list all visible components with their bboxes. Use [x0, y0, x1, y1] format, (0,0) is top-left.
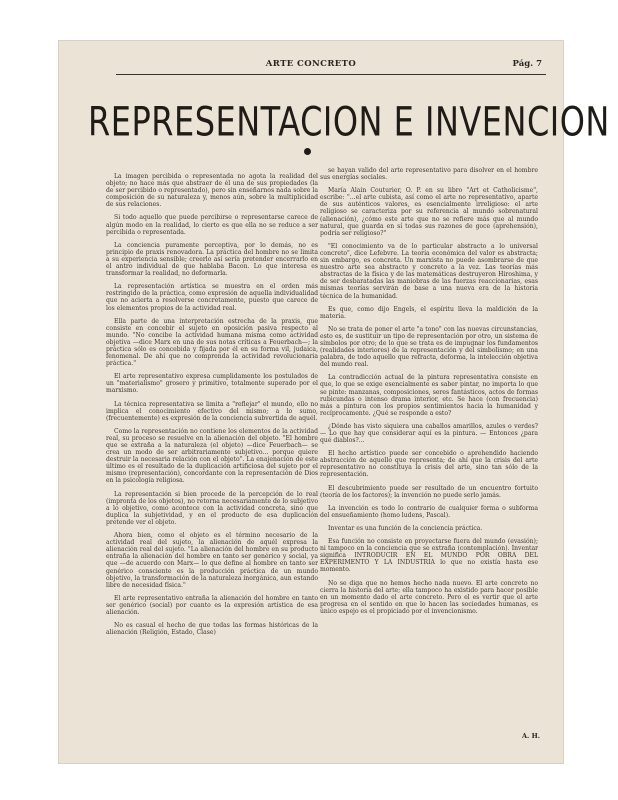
paragraph: No se diga que no hemos hecho nada nuevo. El arte concreto no cierra la historia del arte; ella tampoco ha existido para hacer posible en un momento dado el arte concreto. Pero el es vertir que el arte progresa en el sentido en que lo hacen las sociedades humanas, es único espejo es el propiciado por el invencionismo.	[320, 579, 538, 615]
left-column	[106, 173, 318, 642]
paragraph: La invención es todo lo contrario de cualquier forma o subforma del ensueñamiento (homo ludens, Pascal).	[320, 504, 538, 519]
magazine-page	[58, 40, 610, 764]
paragraph: María Alain Couturier, O. P. en su libro "Art et Catholicisme", escribe: "...el arte cubista, así como el arte no representativo, aparte de sus auténticos valores, es esencialmente irreligioso: el arte religioso se caracteriza por su referencia al mundo sobrenatural (alienación), ¿cómo este arte que no se refiere más que al mundo natural, que guarda en sí todas sus razones de goce (aprehensión), podría ser religioso?"	[320, 187, 538, 237]
paragraph: El hecho artístico puede ser concebido o aprehendido haciendo abstracción de aquello que representa; de ahí que la crisis del arte representativo no constituya la crisis del arte, sino tan sólo de la representación.	[320, 450, 538, 479]
title-ornament-dot	[304, 148, 311, 155]
running-header-title: ARTE CONCRETO	[265, 59, 357, 69]
paragraph: ¿Dónde has visto siquiera una caballos amarillos, azules o verdes? — Lo que hay que considerar aquí es la pintura. — Entonces ¿para qué diablos?...	[320, 422, 538, 445]
paragraph: "El conocimiento va de lo particular abstracto a lo universal concreto", dice Lefebvre. La teoría económica del valor es abstracta; sin embargo, es concreta. Un marxista no puede asombrarse de que nuestro arte sea abstracto y concreto a la vez. Las teorías más abstractas de la física y de las matemáticas destruyeron Hiroshima, y de ser desbaratadas las maniobras de las fuerzas reaccionarias, esas mismas teorías servirán de base a una nueva era de la historia técnica de la humanidad.	[320, 242, 538, 300]
paragraph: La técnica representativa se limita a "reflejar" el mundo, ello no implica el conocimiento efectivo del mismo; a lo sumo, (frecuentemente) es expresión de la conciencia subvertida de aquél.	[106, 400, 318, 422]
paragraph: Ella parte de una interpretación estrecha de la praxis, que consiste en concebir el sujeto en oposición pasiva respecto al mundo. "No concibe la actividad humana misma como actividad objetiva —dice Marx en una de sus notas críticas a Feuerbach—; la práctica sólo es concebida y fijada por él en su forma vil, judaica, fenomenal. De ahí que no comprenda la actividad revolucionaria práctica."	[106, 317, 318, 368]
right-column	[320, 167, 538, 621]
paragraph: El arte representativo expresa cumplidamente los postulados de un "materialismo" grosero y primitivo, totalmente superado por el marxismo.	[106, 373, 318, 395]
paragraph: La contradicción actual de la pintura representativa consiste en que, lo que se exige esencialmente es saber pintar, no importa lo que se pinte: manzanas, composiciones, seres fantásticos, actos de formas rubicundas o intenso drama interior, etc. Se hace (con frecuencia) más a pintura con los propios sentimientos hacia la humanidad y recíprocamente. ¿Qué se responde a esto?	[320, 374, 538, 417]
paragraph: Es que, como dijo Engels, el espíritu lleva la maldición de la materia.	[320, 305, 538, 320]
header-rule	[116, 74, 546, 75]
author-signature: A. H.	[522, 732, 540, 740]
paragraph: Como la representación no contiene los elementos de la actividad real, su proceso se resuelve en la alienación del objeto. "El hombre que se extraña a la naturaleza (el objeto) —dice Feuerbach— se crea un modo de ser arbitrariamente subjetivo... porque quiere destruir la necesaria relación con el objeto". La enajenación de este último es el resultado de la duplicación artificiosa del sujeto por el mismo (representación), concordante con la representación de Dios en la psicología religiosa.	[106, 427, 318, 485]
paragraph: se hayan valido del arte representativo para disolver en el hombre sus energías sociales.	[320, 167, 538, 182]
paragraph: La representación si bien procede de la percepción de lo real (impronta de los objetos), no retorna necesariamente de lo subjetivo a lo objetivo, como acontece con la actividad concreta, sino que duplica la subjetividad, y en el producto de esa duplicación pretende ver el objeto.	[106, 490, 318, 526]
paragraph: No se trata de poner el arte "a tono" con las nuevas circunstancias, esto es, de sustituir un tipo de representación por otro, un sistema de símbolos por otro; de lo que se trata es de impugnar los fundamentos (realidades interiores) de la representación y del simbolismo; en una palabra, de todo aquello que refracta, deforma, la intelección objetiva del mundo real.	[320, 325, 538, 369]
page-number: Pág. 7	[512, 59, 542, 69]
paragraph: No es casual el hecho de que todas las formas históricas de la alienación (Religión, Estado, Clase)	[106, 622, 318, 637]
paragraph: Si todo aquello que puede percibirse o representarse carece de algún modo en la realidad, lo cierto es que ella no se reduce a ser percibida o representada.	[106, 214, 318, 236]
paragraph: La representación artística se muestra en el orden más restringido de la práctica, como expresión de aquella individualidad que no acierta a resolverse concretamente, puesto que carece de los elementos propios de la actividad real.	[106, 283, 318, 312]
paragraph: Ahora bien, como el objeto es el término necesario de la actividad real del sujeto, la alienación de aquél expresa la alienación real del sujeto. "La alienación del hombre en su producto entraña la alienación del hombre en tanto ser genérico y social, ya que —de acuerdo con Marx— lo que define al hombre en tanto ser genérico consciente es la producción práctica de un mundo objetivo, la transformación de la naturaleza inorgánica, aun estando libre de necesidad física."	[106, 532, 318, 589]
paragraph: El arte representativo entraña la alienación del hombre en tanto ser genérico (social) por cuanto es la expresión artística de esa alienación.	[106, 594, 318, 616]
paragraph: La conciencia puramente perceptiva, por lo demás, no es principio de praxis renovadora. La práctica del hombre no se limita a su experiencia sensible; creerlo así sería pretender encerrarlo en el antro individual de que hablaba Bacon. Lo que interesa es transformar la realidad, no deformarla.	[106, 241, 318, 278]
article-title: REPRESENTACION E INVENCION	[88, 98, 610, 146]
paragraph: El descubrimiento puede ser resultado de un encuentro fortuito (teoría de los factores); la invención no puede serlo jamás.	[320, 484, 538, 499]
paragraph: Esa función no consiste en proyectarse fuera del mundo (evasión); ni tampoco en la conciencia que se extraña (contemplación). Inventar significa INTRODUCIR EN EL MUNDO POR OBRA DEL EXPERIMENTO Y LA INDUSTRIA lo que no existía hasta ese momento.	[320, 538, 538, 574]
paragraph: Inventar es una función de la conciencia práctica.	[328, 524, 483, 532]
paragraph: La imagen percibida o representada no agota la realidad del objeto; no hace más que abstraer de él una de sus propiedades (la de ser percibido o representado), pero sin enseñarnos nada sobre la composición de su naturaleza y, menos aún, sobre la multiplicidad de sus relaciones.	[106, 173, 318, 209]
